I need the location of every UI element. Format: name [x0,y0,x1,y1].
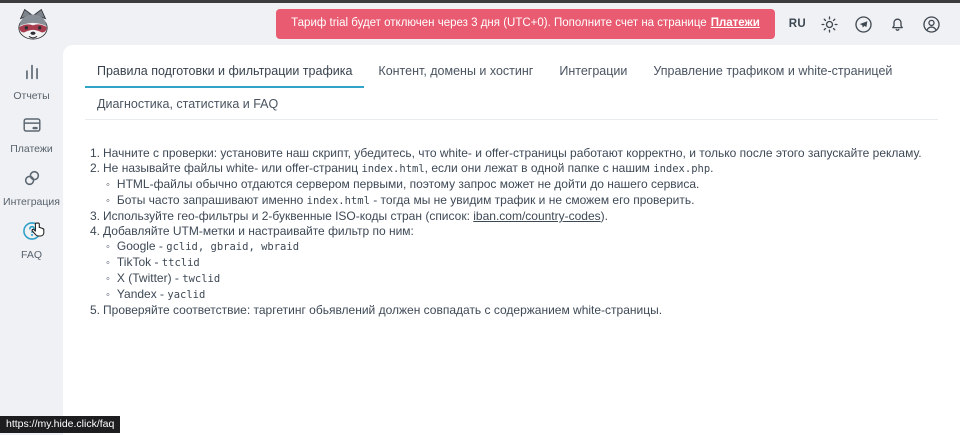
list-item: 3. Используйте гео-фильтры и 2-буквенные ISO-коды стран (список: iban.com/country-codes). [90,209,608,223]
code-snippet: index.html [306,195,370,207]
sidebar-item-payments[interactable] [0,114,63,155]
trial-banner-text: Тариф trial будет отключен через 3 дня (UTC+0). Пополните счет на странице [291,16,707,29]
faq-content [63,120,960,318]
list-subitem: ◦ Google - gclid, gbraid, wbraid [106,239,300,253]
list-subitem: ◦ Боты часто запрашивают именно index.html - тогда мы не увидим трафик и не сможем его проверить. [106,193,695,207]
sidebar-item-label: Отчеты [13,90,50,102]
code-snippet: index.php [653,163,711,175]
main-panel [63,45,960,435]
sidebar-item-faq[interactable] [0,220,63,261]
code-snippet: ttclid [161,257,200,269]
sidebar-item-label: FAQ [20,249,42,261]
sidebar-item-label: Платежи [10,143,53,155]
raccoon-logo[interactable] [13,7,53,41]
list-subitem: ◦ TikTok - ttclid [106,255,200,269]
list-item: 4. Добавляйте UTM-метки и настраивайте фильтр по ним: [90,224,414,238]
code-snippet: twclid [182,273,221,285]
bar-chart-icon [21,61,43,88]
tab-integrations[interactable]: Интеграции [559,64,628,78]
banner-payments-link[interactable]: Платежи [710,16,760,29]
topbar-controls [789,14,942,35]
profile-icon[interactable] [921,14,942,35]
faq-tabs [85,45,938,120]
sidebar-item-integration[interactable] [0,167,63,208]
link-icon [21,167,43,194]
bell-icon[interactable] [887,14,908,35]
list-item: 5. Проверяйте соответствие: таргетинг обьявлений должен совпадать с содержанием white-страницы. [90,303,663,317]
telegram-icon[interactable] [853,14,874,35]
tab-traffic-white-page[interactable]: Управление трафиком и white-страницей [653,64,893,78]
question-circle-icon [21,220,43,247]
sidebar-item-reports[interactable] [0,61,63,102]
sidebar-item-label: Интеграция [3,196,60,208]
tab-diagnostics-stats-faq[interactable]: Диагностика, статистика и FAQ [97,97,279,111]
iban-country-codes-link[interactable]: iban.com/country-codes [473,209,601,223]
list-subitem: ◦ Yandex - yaclid [106,287,206,301]
trial-banner [276,9,775,40]
code-snippet: yaclid [167,289,206,301]
list-item: 1. Начните с проверки: установите наш скрипт, убедитесь, что white- и offer-страницы работают корректно, и только после этого запускайте рекламу. [90,146,922,160]
theme-sun-icon[interactable] [819,14,840,35]
tab-rules-traffic-filtering[interactable]: Правила подготовки и фильтрации трафика [85,55,364,88]
card-icon [21,114,43,141]
link-preview-statusbar: https://my.hide.click/faq [0,416,120,433]
list-subitem: ◦ HTML-файлы обычно отдаются сервером первыми, поэтому запрос может не дойти до нашего сервиса. [106,177,700,191]
list-subitem: ◦ X (Twitter) - twclid [106,271,221,285]
topbar [0,3,960,45]
list-item: 2. Не называйте файлы white- или offer-страниц index.html, если они лежат в одной папке с нашим index.php. [90,161,714,175]
code-snippet: gclid, gbraid, wbraid [166,241,300,253]
tab-content-domains-hosting[interactable]: Контент, домены и хостинг [378,64,534,78]
sidebar [0,45,63,435]
language-selector[interactable]: RU [788,18,806,30]
code-snippet: index.html [361,163,425,175]
